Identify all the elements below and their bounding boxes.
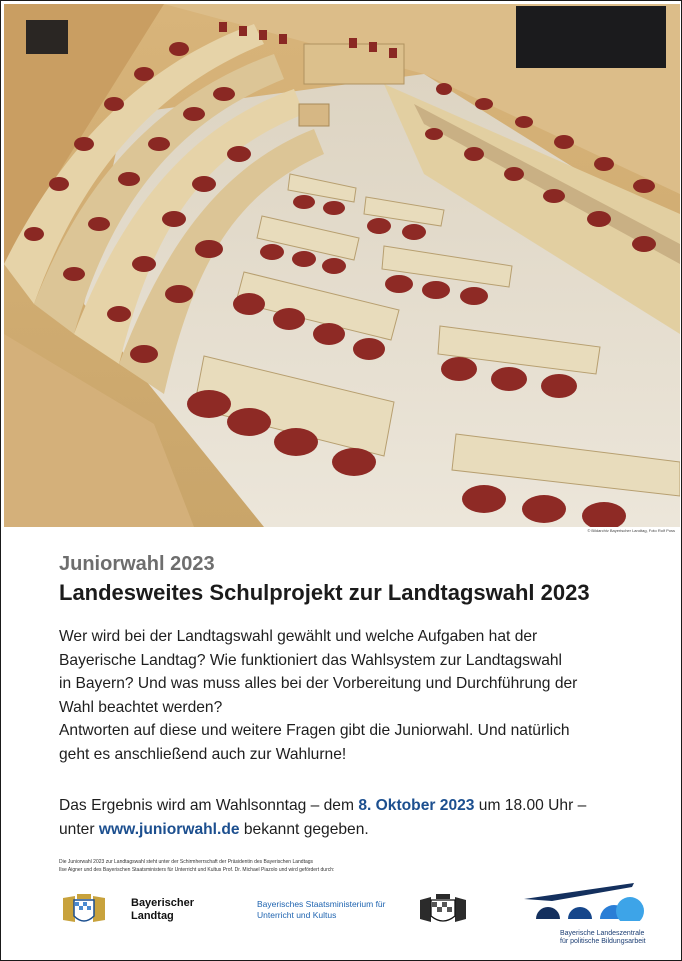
blz-logo: [522, 881, 650, 946]
intro-line: Bayerische Landtag? Wie funktioniert das Wahlsystem zur Landtagswahl: [59, 651, 563, 669]
screen-display: [516, 6, 666, 68]
intro-line: Antworten auf diese und weitere Fragen gibt die Juniorwahl. Und natürlich: [59, 722, 570, 739]
bavarian-coat-of-arms-icon: [59, 894, 109, 926]
intro-line: geht es anschließend auch zur Wahlurne!: [59, 745, 347, 763]
blz-emblem-icon: [522, 881, 650, 921]
election-date: 8. Oktober 2023: [358, 797, 475, 814]
ministry-logo: [257, 894, 469, 926]
website-link[interactable]: www.juniorwahl.de: [98, 821, 240, 838]
result-text: um 18.00 Uhr –: [474, 797, 587, 814]
intro-line: Wahl beachtet werden?: [59, 698, 223, 716]
result-text: Das Ergebnis wird am Wahlsonntag – dem: [59, 797, 359, 814]
kicker-title: Juniorwahl 2023: [59, 553, 215, 575]
blz-name: Bayerische Landeszentrale: [560, 930, 645, 937]
state-coat-of-arms-icon: [417, 894, 469, 926]
landtag-name: Landtag: [131, 910, 174, 922]
landtag-name: Bayerischer: [131, 897, 194, 909]
blz-name: für politische Bildungsarbeit: [560, 938, 646, 945]
intro-line: Wer wird bei der Landtagswahl gewählt und welche Aufgaben hat der: [59, 628, 538, 645]
result-text: bekannt gegeben.: [239, 821, 369, 838]
patronage-note: [59, 858, 334, 874]
page-title: Landesweites Schulprojekt zur Landtagswahl 2023: [59, 580, 590, 605]
ministry-name: Bayerisches Staatsministerium für: [257, 899, 386, 909]
result-announcement: [59, 794, 586, 842]
intro-line: in Bayern? Und was muss alles bei der Vorbereitung und Durchführung der: [59, 675, 578, 692]
plenary-hall-photo: [4, 4, 680, 527]
landtag-logo: [59, 894, 194, 926]
plenary-hall-illustration: [4, 4, 680, 527]
result-text: unter: [59, 821, 99, 838]
patronage-line: Die Juniorwahl 2023 zur Landtagswahl steht unter der Schirmherrschaft der Präsidentin des Bayerischen Landtags: [59, 859, 314, 865]
ministry-name: Unterricht und Kultus: [257, 910, 337, 920]
intro-text: [59, 625, 659, 766]
photo-credit: © Bildarchiv Bayerischer Landtag, Foto Rolf Poss: [587, 528, 675, 533]
patronage-line: Ilse Aigner und des Bayerischen Staatsministers für Unterricht und Kultus Prof. Dr. Michael Piazolo und wird gefördert durch:: [59, 867, 335, 873]
